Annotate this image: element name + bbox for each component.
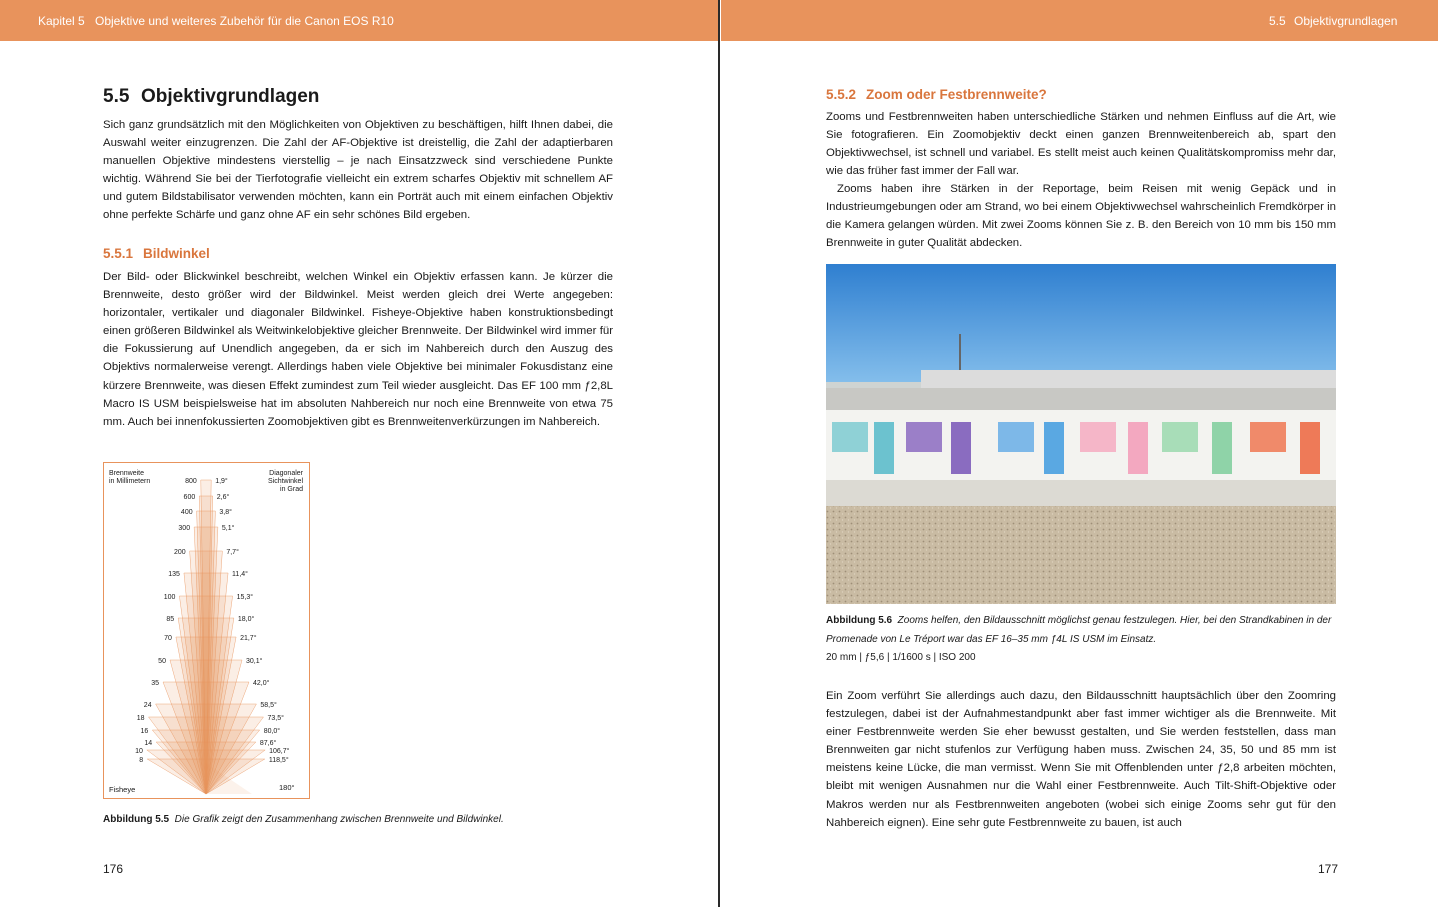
subsection-heading-bildwinkel (103, 246, 210, 261)
header-section-number: 5.5 (1269, 14, 1286, 28)
focal-length-label: 10 (135, 748, 143, 755)
walkway (826, 480, 1336, 506)
angle-label: 7,7° (226, 549, 239, 556)
focal-length-label: 800 (185, 478, 197, 485)
intro-paragraph: Sich ganz grundsätzlich mit den Möglichkeiten von Objektiven zu beschäftigen, hilft Ihnen dabei, die Auswahl weiter einzugrenzen. Die Zahl der AF-Objektive ist dreistellig, die Zahl der adaptierbaren manuellen Objektive mindestens vierstellig – je nach Einsatzzweck sind verschiedene Punkte wichtig. Während Sie bei der Tierfotografie vielleicht ein extrem scharfes Objektiv mit schnellem AF und gutem Bildstabilisator verwenden möchten, kann ein Porträt auch mit einem einfachen Objektiv ohne perfekte Schärfe und ganz ohne AF ein sehr schönes Bild ergeben. (103, 119, 613, 222)
angle-axis-title-2: Sichtwinkel (267, 478, 303, 485)
focal-length-label: 200 (173, 549, 186, 556)
focal-length-label: 400 (180, 509, 193, 516)
focal-length-label: 24 (143, 702, 152, 709)
angle-label: 58,5° (260, 702, 277, 709)
focal-length-label: 18 (136, 715, 145, 722)
left-running-header (0, 0, 719, 41)
focal-axis-title-1: Brennweite (109, 470, 145, 477)
angle-label: 5,1° (221, 525, 235, 532)
angle-label: 87,6° (259, 740, 277, 747)
focal-length-label: 300 (178, 525, 191, 532)
angle-of-view-graphic (104, 463, 309, 798)
focal-length-label: 8 (139, 757, 144, 764)
figure-5-5-caption (103, 811, 623, 830)
focal-length-label: 50 (158, 658, 166, 665)
angle-label: 11,4° (232, 571, 248, 578)
focal-length-label: 16 (140, 728, 149, 735)
caption-text: Zooms helfen, den Bildausschnitt möglichst genau festzulegen. Hier, bei den Strandkabinen in der Promenade von Le Tréport war das EF 16–35 mm ƒ4L IS USM im Einsatz. (826, 615, 1332, 645)
focal-length-label: 100 (163, 594, 176, 601)
angle-axis-title-1: Diagonaler (269, 470, 303, 477)
angle-label: 21,7° (240, 635, 257, 642)
focal-length-label: 85 (166, 616, 175, 623)
caption-label: Abbildung 5.5 (103, 814, 170, 825)
angle-label: 80,0° (263, 728, 281, 735)
beach-cabins-image (826, 264, 1336, 604)
fisheye-label: Fisheye (109, 785, 136, 794)
focal-axis-title-2: in Millimetern (109, 478, 151, 485)
bildwinkel-paragraph: Der Bild- oder Blickwinkel beschreibt, welchen Winkel ein Objektiv erfassen kann. Je kürzer die Brennweite, desto größer wird der Bildwinkel. Meist werden gleich drei Werte angegeben: horizontaler, vertikaler und diagonaler Bildwinkel. Fisheye-Objektive haben konstruktionsbedingt einen größeren Bildwinkel als Weitwinkelobjektive gleicher Brennweite. Der Bildwinkel wird immer für die Fokussierung auf Unendlich angegeben, da er sich im Nahbereich durch den Auszug des Objektivs normalerweise verengt. Allerdings haben viele Objektive bei minimaler Fokusdistanz eine kürzere Brennweite, was diesen Effekt zumindest zum Teil wieder ausgleicht. Das EF 100 mm ƒ2,8L Macro IS USM beispielsweise hat im absoluten Nahbereich nur noch eine Brennweite von etwa 75 mm. Auch bei innenfokussierten Zoomobjektiven gibt es Brennweitenverkürzungen im Nahbereich. (103, 271, 613, 428)
header-section-title: Objektivgrundlagen (1294, 14, 1398, 28)
angle-label: 106,7° (269, 748, 290, 755)
book-gutter (718, 0, 720, 907)
fisheye-angle-label: 180° (279, 783, 295, 792)
section-number: 5.5 (103, 86, 130, 107)
caption-exif: 20 mm | ƒ5,6 | 1/1600 s | ISO 200 (826, 652, 976, 663)
angle-label: 42,0° (252, 680, 270, 687)
subsection-title: Zoom oder Festbrennweite? (866, 87, 1047, 102)
subsection-number: 5.5.2 (826, 87, 857, 102)
page-number-right: 177 (1318, 862, 1339, 876)
angle-label: 73,5° (267, 715, 284, 722)
caption-text: Die Grafik zeigt den Zusammenhang zwischen Brennweite und Bildwinkel. (174, 814, 504, 825)
focal-length-label: 70 (164, 635, 172, 642)
section-heading (103, 86, 319, 108)
angle-label: 1,9° (215, 478, 228, 485)
right-running-header (721, 0, 1438, 41)
angle-label: 2,6° (216, 494, 230, 501)
section-title: Objektivgrundlagen (141, 86, 320, 107)
chapter-title: Objektive und weiteres Zubehör für die Canon EOS R10 (95, 14, 394, 28)
focal-length-label: 135 (168, 571, 180, 578)
zoom-paragraph-1: Zooms und Festbrennweiten haben unterschiedliche Stärken und nehmen Einfluss auf die Art, wie Sie fotografieren. Ein Zoomobjektiv deckt einen ganzen Brennweitenbereich ab, spart den Objektivwechsel, ist schnell und variabel. Es stellt meist auch keinen Qualitätskompromiss mehr dar, wie das früher fast immer der Fall war. (826, 111, 1336, 178)
angle-label: 3,8° (219, 509, 232, 516)
angle-of-view-figure (103, 462, 310, 799)
zoom-paragraph-2: Zooms haben ihre Stärken in der Reportage, beim Reisen mit wenig Gepäck und in Industrieumgebungen oder am Strand, wo bei einem Objektivwechsel wahrscheinlich Fremdkörper in die Kamera gelangen würden. Mit zwei Zooms können Sie z. B. den Bereich von 10 mm bis 150 mm Brennweite in guter Qualität abdecken. (826, 183, 1336, 250)
focal-length-label: 600 (183, 494, 196, 501)
focal-length-label: 14 (144, 740, 153, 747)
promenade-wall (826, 388, 1336, 410)
subsection-heading-zoom (826, 87, 1047, 102)
angle-label: 118,5° (268, 757, 289, 764)
caption-label: Abbildung 5.6 (826, 615, 893, 626)
beach-cabins-photo (826, 264, 1336, 604)
zoom-paragraph-3: Ein Zoom verführt Sie allerdings auch dazu, den Bildausschnitt hauptsächlich über den Zoomring festzulegen, dabei ist der Aufnahmestandpunkt aber fast immer wichtiger als die Brennweite. Mit einer Festbrennweite werden Sie eher bewusst gestalten, und Sie werden feststellen, dass man Brennweiten gar nicht stufenlos zur Verfügung haben muss. Zwischen 24, 35, 50 und 85 mm ist meistens keine Lücke, die man vermisst. Wenn Sie mit Offenblenden unter ƒ2,8 arbeiten möchten, bleibt mit wenigen Ausnahmen nur die Wahl einer Festbrennweite. Auch Tilt-Shift-Objektive oder Makros werden nur als Festbrennweiten angeboten (wobei sich einige Zooms sehr gut für den Nahbereich eignen). Eine sehr gute Festbrennweite zu bauen, ist auch (826, 690, 1336, 829)
figure-5-6-caption (826, 612, 1338, 668)
chapter-label: Kapitel 5 (38, 14, 85, 28)
subsection-number: 5.5.1 (103, 246, 134, 261)
angle-label: 30,1° (246, 658, 263, 665)
angle-label: 15,3° (236, 594, 254, 601)
angle-axis-title-3: in Grad (280, 486, 303, 493)
angle-label: 18,0° (237, 616, 255, 623)
page-number-left: 176 (103, 862, 124, 876)
subsection-title: Bildwinkel (143, 246, 210, 261)
pebble-beach (826, 506, 1336, 604)
focal-length-label: 35 (151, 680, 160, 687)
